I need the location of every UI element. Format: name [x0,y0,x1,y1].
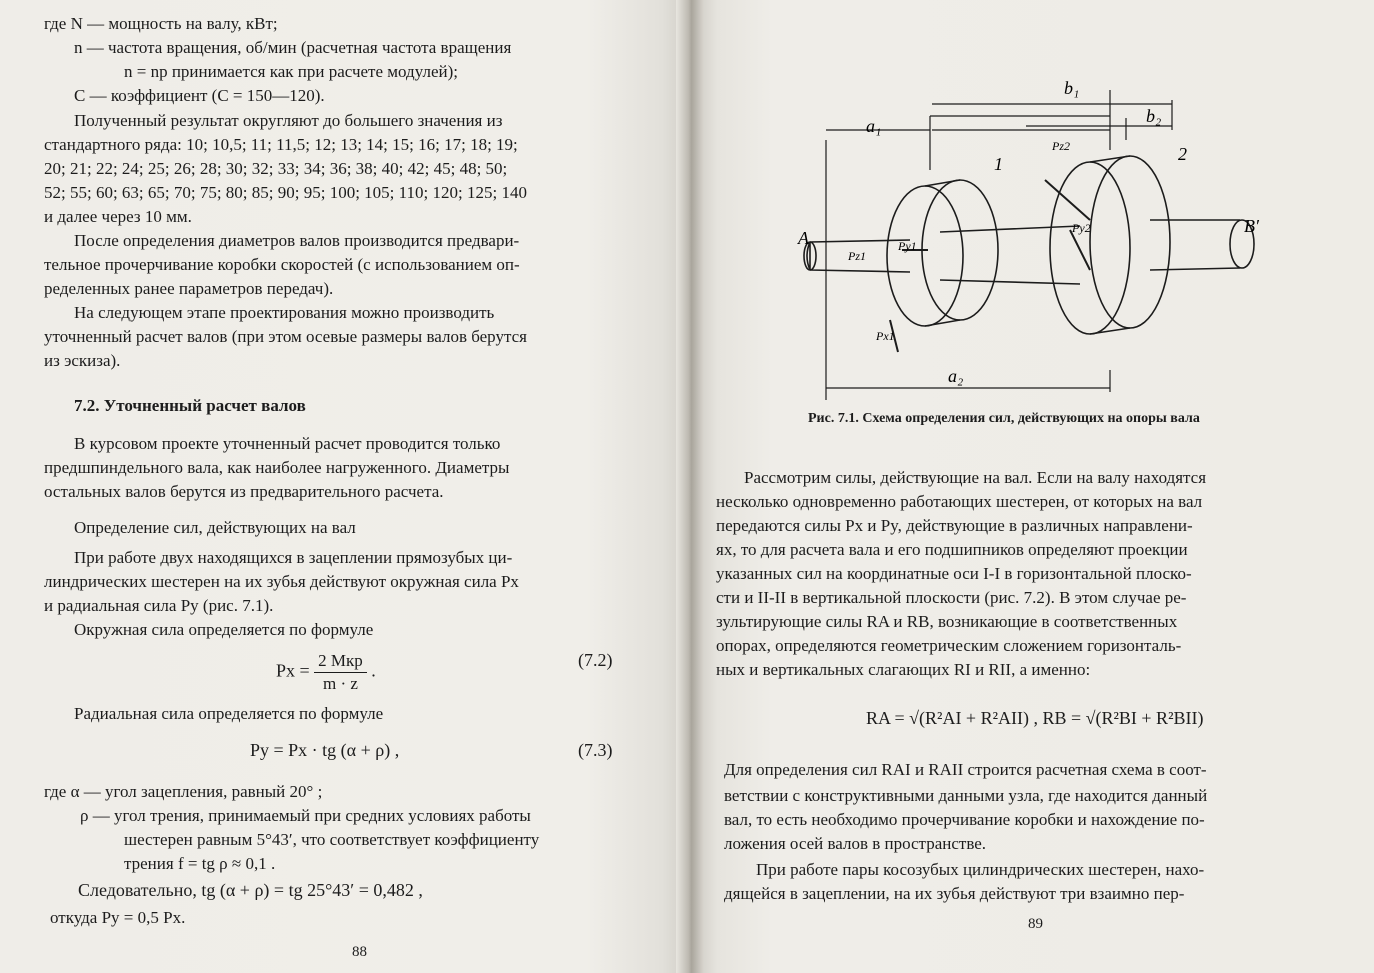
gear-1-back [922,180,998,320]
text-line: опорах, определяются геометрическим сложением горизонталь- [716,636,1182,655]
label-pz1: Pz1 [848,249,866,263]
dimension-arrows [826,104,1172,388]
subheading: Определение сил, действующих на вал [74,518,356,537]
label-py1: Py1 [898,239,917,253]
label-gear-1: 1 [994,154,1003,174]
text-line: ветствии с конструктивными данными узла, где находится данный [724,786,1208,805]
eq-numerator: 2 Mкр [314,650,367,673]
label-gear-2: 2 [1178,144,1187,164]
text-line: ределенных ранее параметров передач). [44,279,334,298]
text-line: C — коэффициент (C = 150—120). [74,86,325,105]
equation-number: (7.2) [578,650,613,670]
text-line: Рассмотрим силы, действующие на вал. Если на валу находятся [744,468,1207,487]
label-a1: a₁ [866,116,882,136]
text-line: передаются силы Px и Py, действующие в различных направлени- [716,516,1193,535]
text-line: несколько одновременно работающих шестерен, от которых на вал [716,492,1203,511]
text-line: При работе двух находящихся в зацеплении прямозубых ци- [74,548,513,567]
text-line: зультирующие силы RA и RB, возникающие в соответственных [716,612,1178,631]
text-line: Окружная сила определяется по формуле [74,620,374,639]
text-line: сти и II-II в вертикальной плоскости (рис. 7.2). В этом случае ре- [716,588,1187,607]
label-support-a: A [798,228,809,248]
text-line: и радиальная сила Py (рис. 7.1). [44,596,274,615]
text-line: откуда Py = 0,5 Px. [50,908,186,927]
text-line: предшпиндельного вала, как наиболее нагруженного. Диаметры [44,458,510,477]
label-pz2: Pz2 [1052,139,1070,153]
text-line: где α — угол зацепления, равный 20° ; [44,782,323,801]
text-line: 52; 55; 60; 63; 65; 70; 75; 80; 85; 90; 95; 100; 105; 110; 120; 125; 140 [44,183,527,202]
text-line: Полученный результат округляют до большего значения из [74,111,503,130]
gear-1-edge [925,180,960,326]
text-line: дящейся в зацеплении, на их зубья действуют три взаимно пер- [724,884,1185,903]
label-b1: b₁ [1064,78,1080,98]
label-support-b: B′ [1244,216,1259,236]
text-line: где N — мощность на валу, кВт; [44,14,278,33]
book-gutter [676,0,704,973]
text-line: остальных валов берутся из предварительного расчета. [44,482,444,501]
dimension-lines [826,90,1126,400]
label-px1: Px1 [876,329,895,343]
text-line: уточненный расчет валов (при этом осевые размеры валов берутся [44,327,527,346]
text-line: Радиальная сила определяется по формуле [74,704,384,723]
text-line: шестерен равным 5°43′, что соответствует коэффициенту [124,830,540,849]
gear-2-edge [1090,156,1130,334]
text-line: В курсовом проекте уточненный расчет проводится только [74,434,501,453]
page-number: 88 [352,944,367,960]
text-line: ях, то для расчета вала и его подшипников определяют проекции [716,540,1188,559]
eq-tail: . [371,660,376,681]
shaft-right [1150,220,1240,270]
text-line: 20; 21; 22; 24; 25; 26; 28; 30; 32; 33; 34; 36; 38; 40; 42; 45; 48; 50; [44,159,508,178]
text-line: ных и вертикальных слагающих RI и RII, а именно: [716,660,1091,679]
text-line: трения f = tg ρ ≈ 0,1 . [124,854,276,873]
label-py2: Py2 [1072,221,1091,235]
equation-7-3: Py = Px · tg (α + ρ) , [250,740,400,760]
text-line: и далее через 10 мм. [44,207,192,226]
text-line: вал, то есть необходимо прочерчивание коробки и нахождение по- [724,810,1205,829]
text-line: стандартного ряда: 10; 10,5; 11; 11,5; 12; 13; 14; 15; 16; 17; 18; 19; [44,135,518,154]
text-line: линдрических шестерен на их зубья действуют окружная сила Pх [44,572,519,591]
text-line: На следующем этапе проектирования можно производить [74,303,495,322]
text-line: n — частота вращения, об/мин (расчетная частота вращения [74,38,512,57]
text-line: тельное прочерчивание коробки скоростей (с использованием оп- [44,255,520,274]
equation-7-2 [276,650,376,695]
text-line: ρ — угол трения, принимаемый при средних условиях работы [80,806,531,825]
text-line: указанных сил на координатные оси I-I в горизонтальной плоско- [716,564,1192,583]
page-number: 89 [1028,916,1043,932]
text-line: После определения диаметров валов производится предвари- [74,231,520,250]
eq-fraction [314,650,367,695]
shaft-force-diagram [790,70,1270,400]
label-a2: a₂ [948,366,964,386]
text-line: из эскиза). [44,351,121,370]
text-line: Для определения сил RAI и RAII строится расчетная схема в соот- [724,760,1207,779]
text-line: При работе пары косозубых цилиндрических шестерен, нахо- [756,860,1205,879]
section-title: 7.2. Уточненный расчет валов [74,396,306,415]
equation-reactions: RA = √(R²AI + R²AII) , RB = √(R²BI + R²BII) [866,708,1204,728]
figure-caption: Рис. 7.1. Схема определения сил, действующих на опоры вала [808,411,1200,426]
eq-denominator: m · z [323,674,358,693]
gear-1-front [887,186,963,326]
dimension-ticks [1110,100,1172,392]
text-line: n = nр принимается как при расчете модулей); [124,62,458,81]
text-line: Следовательно, tg (α + ρ) = tg 25°43′ = 0,482 , [78,880,423,900]
equation-number: (7.3) [578,740,613,760]
text-line: ложения осей валов в пространстве. [724,834,987,853]
eq-lhs: Px = [276,660,310,681]
label-b2: b₂ [1146,106,1162,126]
